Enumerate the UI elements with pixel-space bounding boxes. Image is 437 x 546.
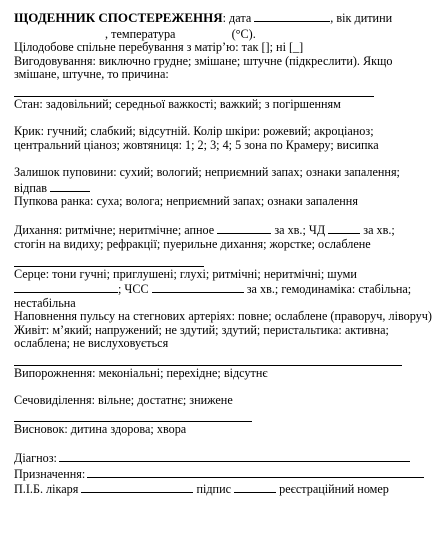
pulse-text: Наповнення пульсу на стегнових артеріях: повне; ослаблене (праворуч, ліворуч) — [14, 309, 432, 324]
doctor-name-label: П.І.Б. лікаря — [14, 482, 79, 497]
signature-line — [14, 481, 432, 497]
signature-field[interactable] — [234, 481, 276, 493]
cord-detached-field[interactable] — [50, 180, 90, 192]
temperature-label: , температура — [105, 26, 176, 41]
heart-rate-field[interactable] — [152, 281, 244, 293]
heart-line-2 — [14, 281, 432, 297]
heart-rate-label: ; ЧСС — [118, 282, 149, 297]
heart-text-1: Серце: тони гучні; приглушені; глухі; ритмічні; неритмічні; шуми — [14, 266, 357, 281]
conclusion-text: Висновок: дитина здорова; хвора — [14, 421, 187, 436]
observation-diary-form — [14, 10, 432, 497]
signature-label: підпис — [196, 482, 232, 497]
form-title: ЩОДЕННИК СПОСТЕРЕЖЕННЯ — [14, 10, 223, 25]
prescriptions-label: Призначення: — [14, 466, 86, 481]
date-label: : дата — [222, 11, 252, 25]
murmurs-field[interactable] — [14, 281, 118, 293]
cohabitation-no-checkbox[interactable]: [_] — [289, 40, 304, 55]
stool-text: Випорожнення: меконіальні; перехідне; відсутнє — [14, 366, 268, 381]
respiratory-rate-field[interactable] — [328, 222, 360, 234]
temperature-unit: (°С). — [231, 26, 256, 41]
age-label: , вік дитини — [330, 11, 393, 25]
date-field[interactable] — [254, 10, 330, 22]
prescriptions-line — [14, 466, 432, 482]
breathing-line — [14, 222, 432, 238]
condition-text: Стан: задовільний; середньої важкості; важкий; з погіршенням — [14, 96, 341, 111]
registration-number-label: реєстраційний номер — [279, 482, 389, 497]
doctor-name-field[interactable] — [81, 481, 193, 493]
heart-text-3: нестабільна — [14, 295, 76, 310]
temperature-field[interactable] — [179, 26, 229, 38]
abdomen-text: Живіт: м’який; напружений; не здутий; здутий; перистальтика: активна; ослаблена; не вислуховується — [14, 322, 389, 351]
temperature-indent — [14, 26, 102, 38]
apnea-field[interactable] — [217, 222, 271, 234]
cord-detached-label: відпав — [14, 180, 48, 195]
temperature-line — [14, 26, 432, 42]
breathing-rate-unit: за хв.; — [363, 223, 395, 238]
breathing-label: Дихання: ритмічне; неритмічне; апное — [14, 223, 215, 238]
feeding-text: Вигодовування: виключно грудне; змішане; штучне (підкреслити). Якщо змішане, штучне, то причина: — [14, 53, 393, 82]
cohabitation-yes-checkbox[interactable]: [] — [261, 40, 270, 55]
breathing-rate-label: за хв.; ЧД — [274, 223, 326, 238]
diagnosis-line — [14, 450, 432, 466]
diagnosis-label: Діагноз: — [14, 451, 57, 466]
cohabitation-sep: ; ні — [269, 40, 286, 55]
feeding-reason-spacer — [14, 82, 432, 96]
cohabitation-line — [14, 41, 432, 55]
heart-rate-unit: за хв.; гемодинаміка: стабільна; — [246, 282, 412, 297]
cohabitation-label: Цілодобове спільне перебування з матір’ю: так — [14, 40, 259, 55]
urination-text: Сечовиділення: вільне; достатнє; знижене — [14, 393, 233, 408]
umbilical-wound-text: Пупкова ранка: суха; волога; неприємний запах; ознаки запалення — [14, 194, 358, 209]
breathing-text-2: стогін на видиху; рефракції; пуерильне дихання; жорстке; ослаблене — [14, 236, 371, 251]
cord-remnant-text: Залишок пуповини: сухий; вологий; неприємний запах; ознаки запалення; — [14, 164, 400, 179]
diagnosis-field[interactable] — [59, 450, 410, 462]
cord-detached-line — [14, 180, 432, 196]
prescriptions-field[interactable] — [87, 466, 424, 478]
header-line — [14, 10, 432, 26]
cry-skin-text: Крик: гучний; слабкий; відсутній. Колір шкіри: рожевий; акроціаноз; центральний ціаноз; жовтяниця: 1; 2; 3; 4; 5 зона по Крамеру; висипка — [14, 124, 379, 152]
